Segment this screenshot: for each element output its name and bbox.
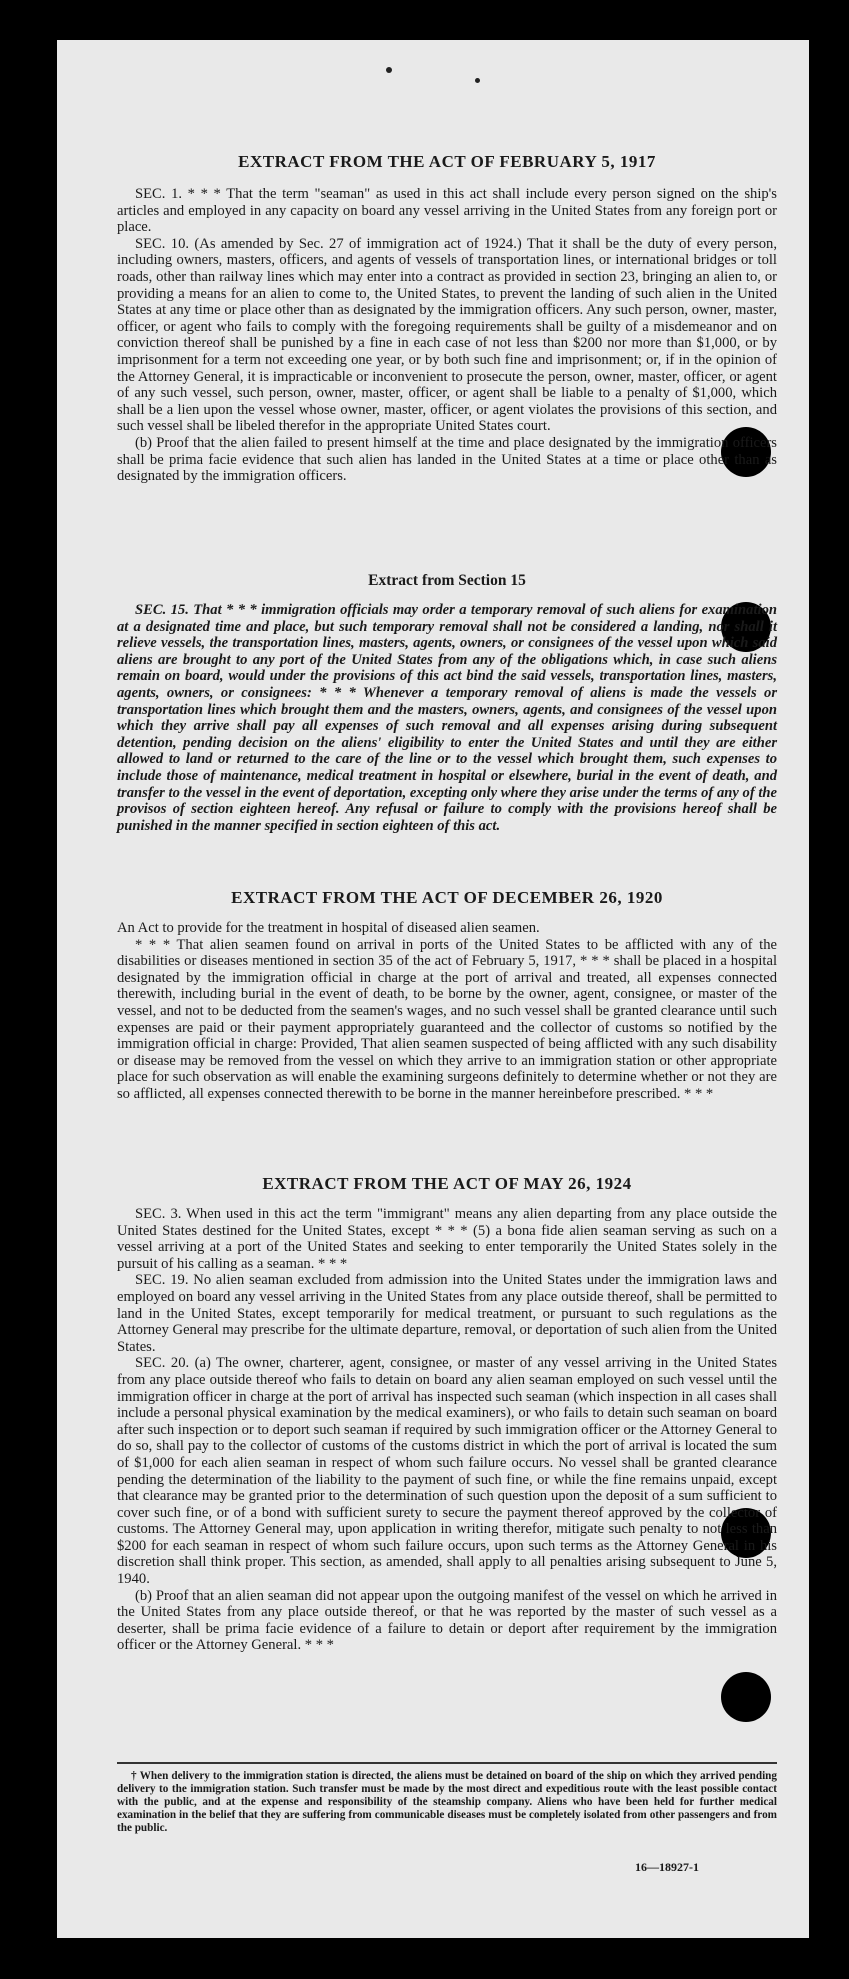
document-page xyxy=(57,40,809,1938)
section-10-paragraph: SEC. 10. (As amended by Sec. 27 of immigration act of 1924.) That it shall be the duty of every person, including owners, masters, officers, and agents of vessels of transportation lines, or international bridges or toll roads, other than railway lines which may enter into a contract as provided in section 23, bringing an alien to, or providing a means for an alien to come to, the United States, to prevent the landing of such alien in the United States at any time or place other than as designated by the immigration officers. Any such person, owner, master, officer, or agent who fails to comply with the foregoing requirements shall be guilty of a misdemeanor and on conviction thereof shall be punished by a fine in each case of not less than $200 nor more than $1,000, or by imprisonment for a term not exceeding one year, or by both such fine and imprisonment; or, if in the opinion of the Attorney General, it is impracticable or inconvenient to prosecute the person, owner, master, officer, or agent of any such vessel, such person, owner, master, officer, or agent shall be liable to a penalty of $1,000, which shall be a lien upon the vessel whose owner, master, officer, or agent violates the provisions of this section, and such vessel shall be libeled therefor in the appropriate United States court. xyxy=(117,235,777,435)
section-20b-paragraph: (b) Proof that an alien seaman did not appear upon the outgoing manifest of the vessel on which he arrived in the United States from any place outside thereof, or that he was reported by the master of such vessel as a deserter, shall be prima facie evidence of a failure to detain or deport after requirement by the immigration officer or the Attorney General. * * * xyxy=(117,1587,777,1654)
footnote-block xyxy=(117,1770,777,1835)
act-1924-section xyxy=(117,1174,777,1654)
act-1924-heading: EXTRACT FROM THE ACT OF MAY 26, 1924 xyxy=(262,1174,632,1193)
footnote-divider xyxy=(117,1762,777,1764)
staple-mark xyxy=(386,67,392,73)
section-20a-paragraph: SEC. 20. (a) The owner, charterer, agent, consignee, or master of any vessel arriving in the United States from any place outside thereof who fails to detain on board any alien seaman employed on such vessel until the immigration officer in charge at the port of arrival has inspected such seaman (which inspection in all cases shall include a personal physical examination by the medical examiners), or who fails to detain such seaman on board after such inspection or to deport such seaman if required by such immigration officer or the Attorney General to do so, shall pay to the collector of customs of the customs district in which the port of arrival is located the sum of $1,000 for each alien seaman in respect of whom such failure occurs. No vessel shall be granted clearance pending the determination of the liability to the payment of such fine, or while the fine remains unpaid, except that clearance may be granted prior to the determination of such question upon the deposit of a sum sufficient to cover such fine, or of a bond with sufficient surety to secure the payment thereof approved by the collector of customs. The Attorney General may, upon application in writing therefor, mitigate such penalty to not less than $200 for each seaman in respect of whom such failure occurs, upon such terms as the Attorney General in his discretion shall think proper. This section, as amended, shall apply to all penalties arising subsequent to June 5, 1940. xyxy=(117,1355,777,1588)
staple-mark xyxy=(475,78,480,83)
act-1917-section xyxy=(117,152,777,485)
act-1920-heading: EXTRACT FROM THE ACT OF DECEMBER 26, 1920 xyxy=(231,888,663,907)
act-1920-section xyxy=(117,888,777,1103)
act-1920-title-paragraph: An Act to provide for the treatment in hospital of diseased alien seamen. xyxy=(117,920,540,936)
act-1917-heading: EXTRACT FROM THE ACT OF FEBRUARY 5, 1917 xyxy=(238,152,656,171)
section-15-block xyxy=(117,572,777,834)
section-19-paragraph: SEC. 19. No alien seaman excluded from admission into the United States under the immigration laws and employed on board any vessel arriving in the United States from any place outside thereof, shall be permitted to land in the United States, except temporarily for medical treatment, or pursuant to such regulations as the Attorney General may prescribe for the ultimate departure, removal, or deportation of such alien from the United States. xyxy=(117,1272,777,1355)
footnote-text: † When delivery to the immigration station is directed, the aliens must be detained on board of the ship on which they arrived pending delivery to the immigration station. Such transfer must be made by the most direct and expeditious route with the least possible contact with the public, and at the expense and responsibility of the steamship company. Aliens who have been held for further medical examination in the belief that they are suffering from communicable diseases must be completely isolated from other passengers and from the public. xyxy=(117,1770,777,1834)
section-3-paragraph: SEC. 3. When used in this act the term "immigrant" means any alien departing from any place outside the United States destined for the United States, except * * * (5) a bona fide alien seaman serving as such on a vessel arriving at a port of the United States and seeking to enter temporarily the United States solely in the pursuit of his calling as a seaman. * * * xyxy=(117,1206,777,1272)
section-15-heading: Extract from Section 15 xyxy=(368,572,526,589)
section-1-paragraph: SEC. 1. * * * That the term "seaman" as used in this act shall include every person signed on the ship's articles and employed in any capacity on board any vessel arriving in the United States from any foreign port or place. xyxy=(117,186,777,236)
punch-hole xyxy=(721,1672,771,1722)
act-1920-body-paragraph: * * * That alien seamen found on arrival in ports of the United States to be afflicted with any of the disabilities or diseases mentioned in section 35 of the act of February 5, 1917, * * * shall be placed in a hospital designated by the immigration official in charge at the port of arrival and treated, all expenses connected therewith, including burial in the event of death, to be borne by the owner, agent, consignee, or master of the vessel, and not to be deducted from the seamen's wages, and no such vessel shall be granted clearance until such expenses are paid or their payment appropriately guaranteed and the collector of customs so notified by the immigration official in charge: Provided, That alien seamen suspected of being afflicted with any such disability or disease may be removed from the vessel on which they arrive to an immigration station or other appropriate place for such observation as will enable the examining surgeons definitely to determine whether or not they are so afflicted, all expenses connected therewith to be borne in the manner hereinbefore prescribed. * * * xyxy=(117,936,777,1102)
section-15-paragraph: SEC. 15. That * * * immigration officials may order a temporary removal of such aliens for examination at a designated time and place, but such temporary removal shall not be considered a landing, nor shall it relieve vessels, the transportation lines, masters, agents, owners, or consignees of the vessel upon which said aliens are brought to any port of the United States from any of the obligations which, in case such aliens remain on board, would under the provisions of this act bind the said vessels, transportation lines, masters, agents, owners, or consignees: * * * Whenever a temporary removal of aliens is made the vessels or transportation lines which brought them and the masters, owners, agents, and consignees of the vessel upon which they arrive shall pay all expenses of such removal and all expenses arising during subsequent detention, pending decision on the aliens' eligibility to enter the United States and until they are either allowed to land or returned to the care of the line or to the vessel which brought them, such expenses to include those of maintenance, medical treatment in hospital or elsewhere, burial in the event of death, and transfer to the vessel in the event of deportation, excepting only where they arise under the terms of any of the provisos of section eighteen hereof. Any refusal or failure to comply with the provisions hereof shall be punished in the manner specified in section eighteen of this act. xyxy=(117,602,777,834)
form-code: 16—18927-1 xyxy=(635,1860,699,1874)
section-10b-paragraph: (b) Proof that the alien failed to present himself at the time and place designated by the immigration officers shall be prima facie evidence that such alien has landed in the United States at a time or place other than as designated by the immigration officers. xyxy=(117,434,777,485)
